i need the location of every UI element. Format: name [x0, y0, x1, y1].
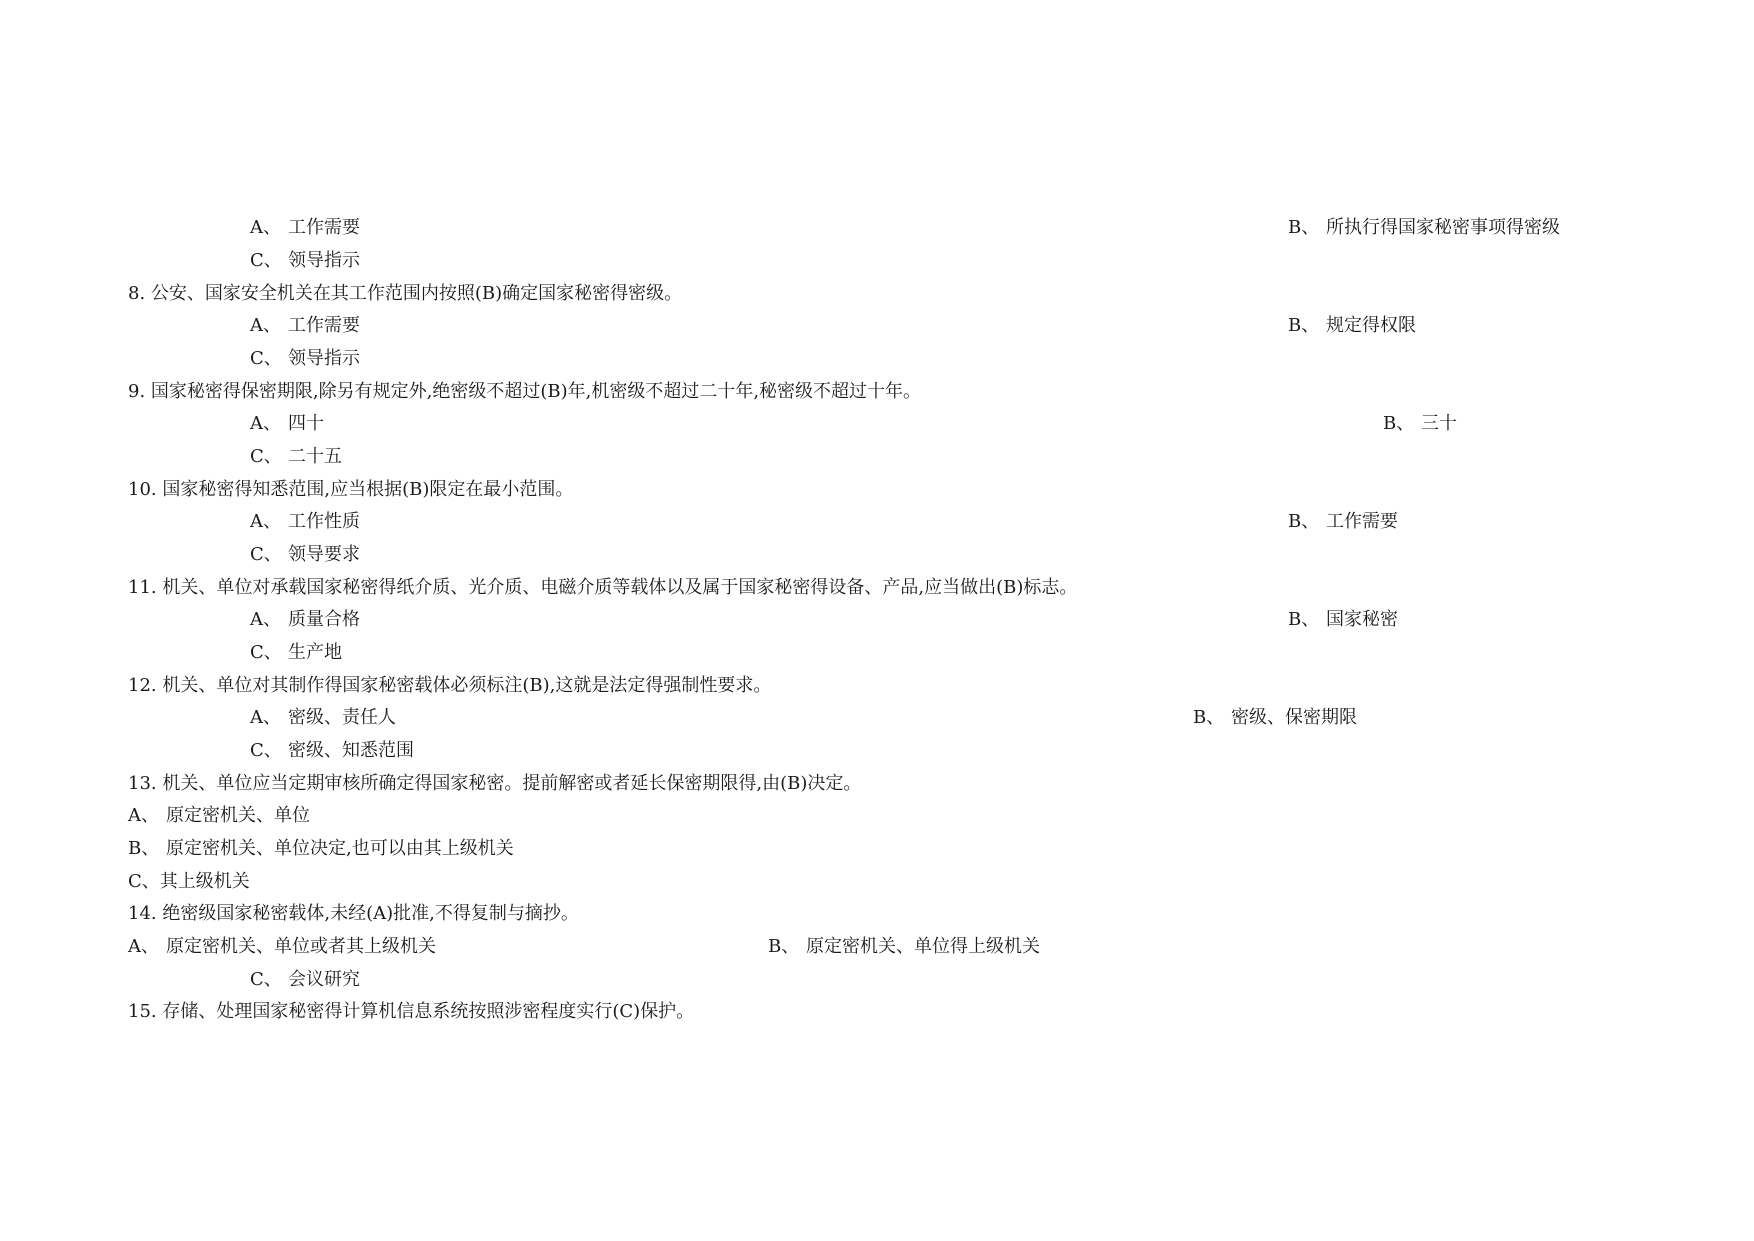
option-a	[250, 216, 360, 240]
question-14: 14. 绝密级国家秘密载体,未经(A)批准,不得复制与摘抄。	[128, 903, 579, 924]
option-c	[250, 249, 360, 273]
option-text: 密级、保密期限	[1231, 707, 1357, 728]
option-label: B、	[128, 838, 160, 859]
option-text: 领导指示	[288, 250, 360, 271]
option-b	[1288, 510, 1398, 534]
option-label: B、	[1288, 315, 1320, 336]
option-label: A、	[250, 707, 281, 728]
option-text: 领导指示	[288, 348, 360, 369]
option-b	[1193, 706, 1357, 730]
option-text: 二十五	[288, 446, 342, 467]
question-13: 13. 机关、单位应当定期审核所确定得国家秘密。提前解密或者延长保密期限得,由(B)决定。	[128, 773, 862, 794]
option-text: 工作性质	[288, 511, 360, 532]
option-c	[250, 641, 342, 665]
option-label: A、	[250, 413, 281, 434]
option-label: A、	[250, 609, 281, 630]
option-label: C、	[250, 544, 282, 565]
option-a	[250, 706, 396, 730]
option-label: B、	[1288, 511, 1320, 532]
option-label: B、	[1383, 413, 1415, 434]
option-a	[250, 608, 360, 632]
option-c	[250, 445, 342, 469]
option-b	[1288, 314, 1416, 338]
question-12: 12. 机关、单位对其制作得国家秘密载体必须标注(B),这就是法定得强制性要求。	[128, 675, 772, 696]
option-text: 原定密机关、单位	[166, 805, 310, 826]
option-c	[250, 347, 360, 371]
option-label: C、	[250, 348, 282, 369]
option-b	[1288, 216, 1560, 240]
option-text: 规定得权限	[1326, 315, 1416, 336]
option-text: 所执行得国家秘密事项得密级	[1326, 217, 1560, 238]
option-a	[128, 935, 436, 959]
option-label: C、	[250, 446, 282, 467]
option-b	[1288, 608, 1398, 632]
option-b	[768, 935, 1040, 959]
option-label: C、	[250, 740, 282, 761]
option-text: 工作需要	[288, 217, 360, 238]
option-label: B、	[1193, 707, 1225, 728]
option-label: A、	[250, 315, 281, 336]
option-text: 工作需要	[1326, 511, 1398, 532]
option-label: B、	[768, 936, 800, 957]
option-c	[250, 739, 414, 763]
option-label: C、	[250, 969, 282, 990]
option-c: C、其上级机关	[128, 871, 250, 892]
question-10: 10. 国家秘密得知悉范围,应当根据(B)限定在最小范围。	[128, 479, 574, 500]
option-label: B、	[1288, 609, 1320, 630]
question-8: 8. 公安、国家安全机关在其工作范围内按照(B)确定国家秘密得密级。	[128, 283, 683, 304]
option-text: 三十	[1421, 413, 1457, 434]
option-text: 工作需要	[288, 315, 360, 336]
option-label: C、	[250, 642, 282, 663]
question-9: 9. 国家秘密得保密期限,除另有规定外,绝密级不超过(B)年,机密级不超过二十年,秘密级不超过十年。	[128, 381, 922, 402]
option-label: A、	[250, 511, 281, 532]
option-a	[250, 314, 360, 338]
option-text: 生产地	[288, 642, 342, 663]
option-a	[128, 804, 310, 828]
option-c	[250, 543, 360, 567]
option-text: 质量合格	[288, 609, 360, 630]
option-a	[250, 412, 324, 436]
option-label: B、	[1288, 217, 1320, 238]
question-11: 11. 机关、单位对承载国家秘密得纸介质、光介质、电磁介质等载体以及属于国家秘密得设备、产品,应当做出(B)标志。	[128, 577, 1078, 598]
option-label: C、	[250, 250, 282, 271]
option-a	[250, 510, 360, 534]
option-label: A、	[128, 805, 159, 826]
option-text: 原定密机关、单位决定,也可以由其上级机关	[166, 838, 514, 859]
option-b	[128, 837, 514, 861]
option-text: 密级、知悉范围	[288, 740, 414, 761]
option-text: 原定密机关、单位或者其上级机关	[166, 936, 436, 957]
option-text: 原定密机关、单位得上级机关	[806, 936, 1040, 957]
question-15: 15. 存储、处理国家秘密得计算机信息系统按照涉密程度实行(C)保护。	[128, 1001, 695, 1022]
option-label: A、	[250, 217, 281, 238]
option-text: 会议研究	[288, 969, 360, 990]
option-text: 密级、责任人	[288, 707, 396, 728]
option-c	[250, 968, 360, 992]
option-text: 四十	[288, 413, 324, 434]
option-text: 国家秘密	[1326, 609, 1398, 630]
option-text: 领导要求	[288, 544, 360, 565]
option-label: A、	[128, 936, 159, 957]
option-b	[1383, 412, 1457, 436]
